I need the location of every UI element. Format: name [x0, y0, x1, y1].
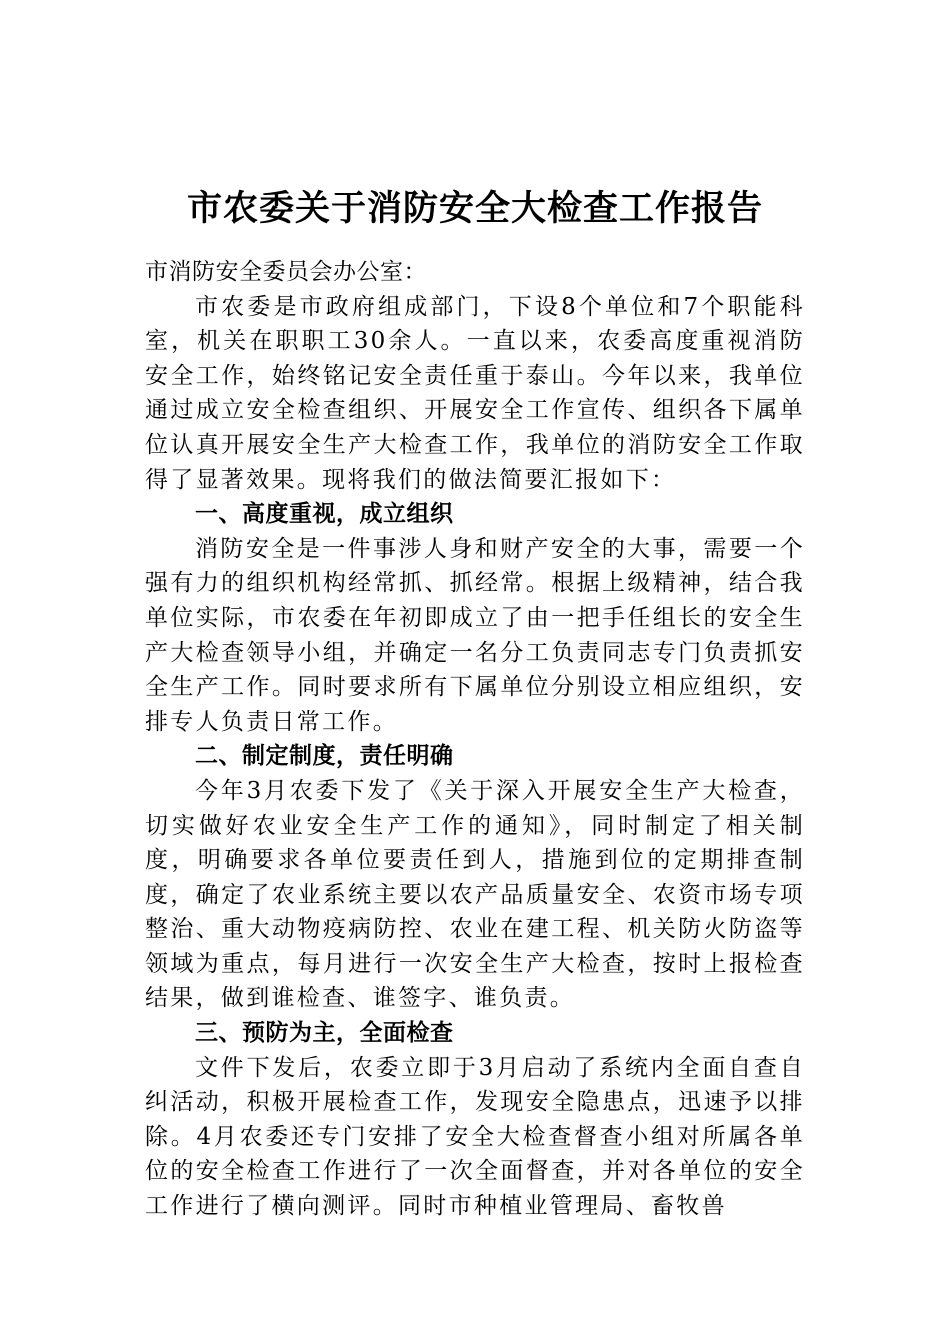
intro-paragraph: 市农委是市政府组成部门，下设8个单位和7个职能科室，机关在职职工30余人。一直以来，农委高度重视消防安全工作，始终铭记安全责任重于泰山。今年以来，我单位通过成立安全检查组织、开展安全工作宣传、组织各下属单位认真开展安全生产大检查工作，我单位的消防安全工作取得了显著效果。现将我们的做法简要汇报如下：: [145, 293, 805, 493]
section-paragraph: 消防安全是一件事涉人身和财产安全的大事，需要一个强有力的组织机构经常抓、抓经常。根据上级精神，结合我单位实际，市农委在年初即成立了由一把手任组长的安全生产大检查领导小组，并确定一名分工负责同志专门负责抓安全生产工作。同时要求所有下属单位分别设立相应组织，安排专人负责日常工作。: [145, 535, 805, 735]
section-heading: 一、高度重视，成立组织: [195, 501, 454, 528]
document-body: [145, 255, 805, 1224]
document-title: 市农委关于消防安全大检查工作报告: [186, 188, 763, 230]
section-heading: 二、制定制度，责任明确: [195, 743, 454, 770]
section-paragraph: 文件下发后，农委立即于3月启动了系统内全面自查自纠活动，积极开展检查工作，发现安全隐患点，迅速予以排除。4月农委还专门安排了安全大检查督查小组对所属各单位的安全检查工作进行了一次全面督查，并对各单位的安全工作进行了横向测评。同时市种植业管理局、畜牧兽: [145, 1054, 805, 1220]
section-heading: 三、预防为主，全面检查: [195, 1020, 454, 1047]
salutation: 市消防安全委员会办公室：: [145, 259, 427, 285]
section-paragraph: 今年3月农委下发了《关于深入开展安全生产大检查，切实做好农业安全生产工作的通知》，同时制定了相关制度，明确要求各单位要责任到人，措施到位的定期排查制度，确定了农业系统主要以农产品质量安全、农资市场专项整治、重大动物疫病防控、农业在建工程、机关防火防盗等领域为重点，每月进行一次安全生产大检查，按时上报检查结果，做到谁检查、谁签字、谁负责。: [145, 777, 805, 1012]
